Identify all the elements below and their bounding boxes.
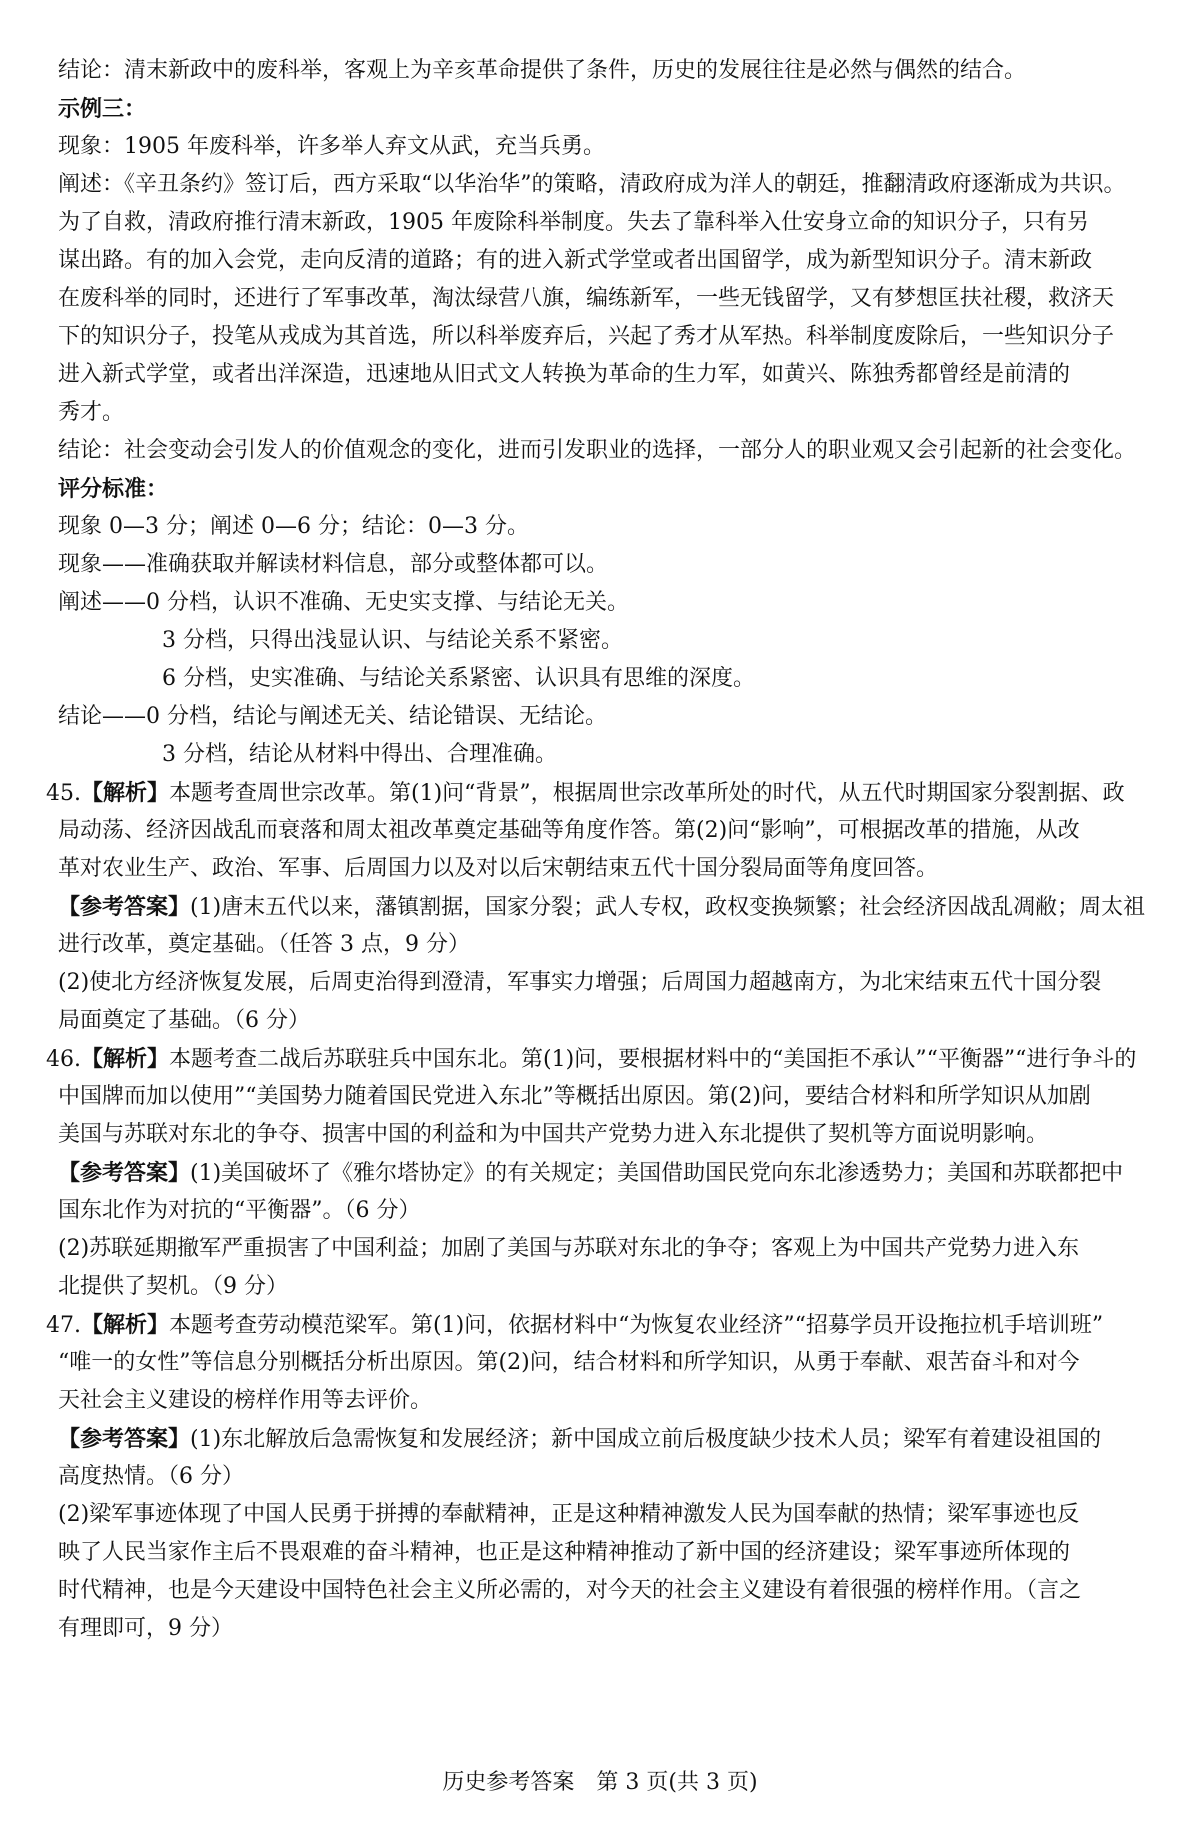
q47-analysis-line: “唯一的女性”等信息分别概括分析出原因。第(2)问，结合材料和所学知识，从勇于奉献、艰苦奋斗和对今 bbox=[58, 1350, 1080, 1375]
analysis-tag: 【解析】 bbox=[81, 1046, 170, 1072]
scoring-line: 现象——准确获取并解读材料信息，部分或整体都可以。 bbox=[58, 552, 609, 577]
q46-analysis-line: 美国与苏联对东北的争夺、损害中国的利益和为中国共产党势力进入东北提供了契机等方面说明影响。 bbox=[58, 1122, 1049, 1147]
scoring-line: 阐述——0 分档，认识不准确、无史实支撑、与结论无关。 bbox=[58, 590, 629, 615]
question-number: 46. bbox=[46, 1047, 81, 1072]
q47-answer-line: 【参考答案】(1)东北解放后急需恢复和发展经济；新中国成立前后极度缺少技术人员；梁军有着建设祖国的 bbox=[58, 1426, 1102, 1452]
q45-answer-line: 进行改革，奠定基础。（任答 3 点，9 分） bbox=[58, 932, 470, 957]
elaboration-line: 在废科举的同时，还进行了军事改革，淘汰绿营八旗，编练新军，一些无钱留学，又有梦想匡扶社稷，救济天 bbox=[58, 286, 1115, 311]
q47-answer-line: 时代精神，也是今天建设中国特色社会主义所必需的，对今天的社会主义建设有着很强的榜样作用。（言之 bbox=[58, 1578, 1082, 1603]
conclusion-line: 结论：社会变动会引发人的价值观念的变化，进而引发职业的选择，一部分人的职业观又会引起新的社会变化。 bbox=[58, 438, 1137, 463]
answer-tag: 【参考答案】 bbox=[58, 1160, 191, 1186]
scoring-line: 结论——0 分档，结论与阐述无关、结论错误、无结论。 bbox=[58, 704, 607, 729]
example-three-heading: 示例三： bbox=[58, 96, 147, 122]
q46-answer-line: (2)苏联延期撤军严重损害了中国利益；加剧了美国与苏联对东北的争夺；客观上为中国共产党势力进入东 bbox=[58, 1236, 1080, 1261]
question-number: 45. bbox=[46, 781, 81, 806]
elaboration-line: 进入新式学堂，或者出洋深造，迅速地从旧式文人转换为革命的生力军，如黄兴、陈独秀都曾经是前清的 bbox=[58, 362, 1071, 387]
answer-tag: 【参考答案】 bbox=[58, 1426, 191, 1452]
q46-answer-line: 北提供了契机。（9 分） bbox=[58, 1274, 288, 1299]
q47-analysis-line: 天社会主义建设的榜样作用等去评价。 bbox=[58, 1388, 433, 1413]
q47-answer-line: 高度热情。（6 分） bbox=[58, 1464, 244, 1489]
scoring-line: 现象 0—3 分；阐述 0—6 分；结论：0—3 分。 bbox=[58, 514, 529, 539]
q47-answer-line: (2)梁军事迹体现了中国人民勇于拼搏的奉献精神，正是这种精神激发人民为国奉献的热情；梁军事迹也反 bbox=[58, 1502, 1080, 1527]
elaboration-line: 秀才。 bbox=[58, 400, 125, 425]
q45-answer-line: (2)使北方经济恢复发展，后周吏治得到澄清，军事实力增强；后周国力超越南方，为北宋结束五代十国分裂 bbox=[58, 970, 1102, 995]
q47-answer-line: 有理即可，9 分） bbox=[58, 1616, 233, 1641]
scoring-line: 6 分档，史实准确、与结论关系紧密、认识具有思维的深度。 bbox=[162, 666, 755, 691]
q46-answer-line: 国东北作为对抗的“平衡器”。（6 分） bbox=[58, 1198, 421, 1223]
elaboration-line: 下的知识分子，投笔从戎成为其首选，所以科举废弃后，兴起了秀才从军热。科举制度废除后，一些知识分子 bbox=[58, 324, 1115, 349]
scoring-standard-heading: 评分标准： bbox=[58, 476, 169, 502]
q47-answer-line: 映了人民当家作主后不畏艰难的奋斗精神，也正是这种精神推动了新中国的经济建设；梁军事迹所体现的 bbox=[58, 1540, 1071, 1565]
elaboration-line: 为了自救，清政府推行清末新政，1905 年废除科举制度。失去了靠科举入仕安身立命的知识分子，只有另 bbox=[58, 210, 1089, 235]
q46-answer-line: 【参考答案】(1)美国破坏了《雅尔塔协定》的有关规定；美国借助国民党向东北渗透势力；美国和苏联都把中 bbox=[58, 1160, 1124, 1186]
q45-analysis-line: 革对农业生产、政治、军事、后周国力以及对以后宋朝结束五代十国分裂局面等角度回答。 bbox=[58, 856, 939, 881]
conclusion-line: 结论：清末新政中的废科举，客观上为辛亥革命提供了条件，历史的发展往往是必然与偶然的结合。 bbox=[58, 58, 1027, 83]
question-number: 47. bbox=[46, 1313, 81, 1338]
answer-tag: 【参考答案】 bbox=[58, 894, 191, 920]
analysis-tag: 【解析】 bbox=[81, 780, 170, 806]
elaboration-line: 阐述：《辛丑条约》签订后，西方采取“以华治华”的策略，清政府成为洋人的朝廷，推翻清政府逐渐成为共识。 bbox=[58, 172, 1126, 197]
q47-analysis-line: 47.【解析】本题考查劳动模范梁军。第(1)问，依据材料中“为恢复农业经济”“招募学员开设拖拉机手培训班” bbox=[46, 1312, 1104, 1338]
page-footer: 历史参考答案 第 3 页(共 3 页) bbox=[442, 1770, 758, 1795]
q45-analysis-line: 局动荡、经济因战乱而衰落和周太祖改革奠定基础等角度作答。第(2)问“影响”，可根据改革的措施，从改 bbox=[58, 818, 1080, 843]
analysis-tag: 【解析】 bbox=[81, 1312, 170, 1338]
q45-answer-line: 【参考答案】(1)唐末五代以来，藩镇割据，国家分裂；武人专权，政权变换频繁；社会经济因战乱凋敝；周太祖 bbox=[58, 894, 1146, 920]
q46-analysis-line: 中国牌而加以使用”“美国势力随着国民党进入东北”等概括出原因。第(2)问，要结合材料和所学知识从加剧 bbox=[58, 1084, 1091, 1109]
phenomenon-line: 现象：1905 年废科举，许多举人弃文从武，充当兵勇。 bbox=[58, 134, 605, 159]
scoring-line: 3 分档，结论从材料中得出、合理准确。 bbox=[162, 742, 557, 767]
q46-analysis-line: 46.【解析】本题考查二战后苏联驻兵中国东北。第(1)问，要根据材料中的“美国拒不承认”“平衡器”“进行争斗的 bbox=[46, 1046, 1137, 1072]
q45-answer-line: 局面奠定了基础。（6 分） bbox=[58, 1008, 310, 1033]
scoring-line: 3 分档，只得出浅显认识、与结论关系不紧密。 bbox=[162, 628, 623, 653]
answer-page bbox=[46, 52, 1168, 1648]
q45-analysis-line: 45.【解析】本题考查周世宗改革。第(1)问“背景”，根据周世宗改革所处的时代，从五代时期国家分裂割据、政 bbox=[46, 780, 1125, 806]
elaboration-line: 谋出路。有的加入会党，走向反清的道路；有的进入新式学堂或者出国留学，成为新型知识分子。清末新政 bbox=[58, 248, 1093, 273]
